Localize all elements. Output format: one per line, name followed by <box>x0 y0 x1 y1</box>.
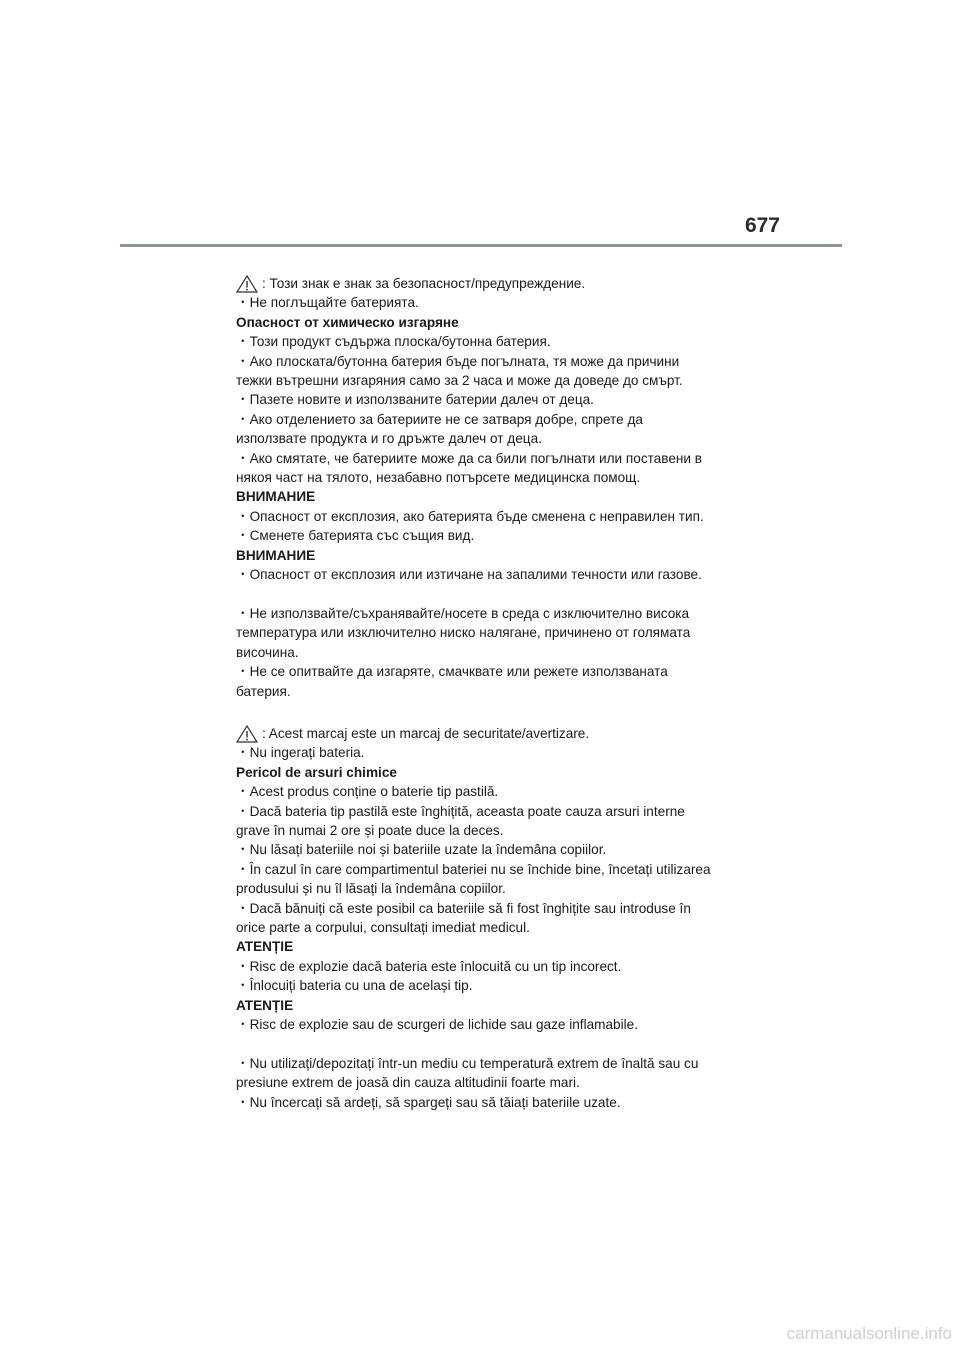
section-heading: ATENȚIE <box>236 997 294 1013</box>
text-line: някоя част на тялото, незабавно потърсете медицинска помощ. <box>236 470 641 486</box>
text-line: ・Опасност от експлозия, ако батерията бъде сменена с неправилен тип. <box>236 508 704 524</box>
text-line: ・În cazul în care compartimentul bateriei nu se închide bine, încetați utilizarea <box>236 861 711 877</box>
text-line: ・Înlocuiți bateria cu una de același tip. <box>236 978 473 994</box>
bg-warning-intro <box>236 274 736 293</box>
text-line: produsului și nu îl lăsați la îndemâna copiilor. <box>236 881 506 897</box>
text-line: ・Не се опитвайте да изгаряте, смачквате или режете използваната <box>236 664 668 680</box>
text-line: ・Dacă bateria tip pastilă este înghițită, aceasta poate cauza arsuri interne <box>236 803 685 819</box>
text-line: ・Dacă bănuiți că este posibil ca bateriile să fi fost înghițite sau introduse în <box>236 900 691 916</box>
text-line: височина. <box>236 644 299 660</box>
text-line: тежки вътрешни изгаряния само за 2 часа и може да доведе до смърт. <box>236 373 683 389</box>
header-rule <box>120 244 842 247</box>
paragraph-gap <box>236 1034 736 1053</box>
text-line: ・Сменете батерията със същия вид. <box>236 528 475 544</box>
text-line: ・Nu încercați să ardeți, să spargeți sau să tăiați bateriile uzate. <box>236 1094 621 1110</box>
section-heading: ВНИМАНИЕ <box>236 547 316 563</box>
text-line: ・Nu ingerați bateria. <box>236 745 365 761</box>
section-heading: ATENȚIE <box>236 939 294 955</box>
text-line: ・Acest produs conține o baterie tip pastilă. <box>236 784 499 800</box>
text-line: ・Nu lăsați bateriile noi și bateriile uzate la îndemâna copiilor. <box>236 842 607 858</box>
text-line: използвате продукта и го дръжте далеч от деца. <box>236 431 542 447</box>
text-line: ・Не използвайте/съхранявайте/носете в среда с изключително висока <box>236 605 690 621</box>
ro-intro-text: : Acest marcaj este un marcaj de securitate/avertizare. <box>262 725 590 741</box>
text-line: ・Risc de explozie dacă bateria este înlocuită cu un tip incorect. <box>236 958 622 974</box>
text-line: ・Ако смятате, че батериите може да са били погълнати или поставени в <box>236 450 702 466</box>
text-line: grave în numai 2 ore și poate duce la deces. <box>236 822 504 838</box>
paragraph-gap <box>236 585 736 604</box>
section-heading: Опасност от химическо изгаряне <box>236 314 459 330</box>
section-heading: ВНИМАНИЕ <box>236 489 316 505</box>
page-content <box>236 274 736 1112</box>
text-line: orice parte a corpului, consultați imediat medicul. <box>236 919 530 935</box>
section-heading: Pericol de arsuri chimice <box>236 764 397 780</box>
text-line: температура или изключително ниско налягане, причинено от голямата <box>236 625 691 641</box>
bg-intro-text: : Този знак е знак за безопасност/предупреждение. <box>262 276 586 291</box>
text-line: ・Ако плоската/бутонна батерия бъде погълната, тя може да причини <box>236 353 680 369</box>
text-line: батерия. <box>236 683 291 699</box>
ro-warning-intro <box>236 724 736 743</box>
warning-triangle-icon <box>236 275 258 293</box>
text-line: ・Не поглъщайте батерията. <box>236 295 419 311</box>
text-line: ・Този продукт съдържа плоска/бутонна батерия. <box>236 334 551 350</box>
page-number: 677 <box>744 214 780 237</box>
text-line: presiune extrem de joasă din cauza altitudinii foarte mari. <box>236 1075 580 1091</box>
bg-warning-text <box>236 293 736 701</box>
text-line: ・Risc de explozie sau de scurgeri de lichide sau gaze inflamabile. <box>236 1017 638 1033</box>
watermark: carmanualsonline.info <box>786 1324 952 1343</box>
ro-warning-text <box>236 743 736 1112</box>
text-line: ・Опасност от експлозия или изтичане на запалими течности или газове. <box>236 567 702 583</box>
text-line: ・Nu utilizați/depozitați într-un mediu cu temperatură extrem de înaltă sau cu <box>236 1055 699 1071</box>
text-line: ・Ако отделението за батериите не се затваря добре, спрете да <box>236 411 643 427</box>
text-line: ・Пазете новите и използваните батерии далеч от деца. <box>236 392 594 408</box>
warning-triangle-icon <box>236 725 258 743</box>
